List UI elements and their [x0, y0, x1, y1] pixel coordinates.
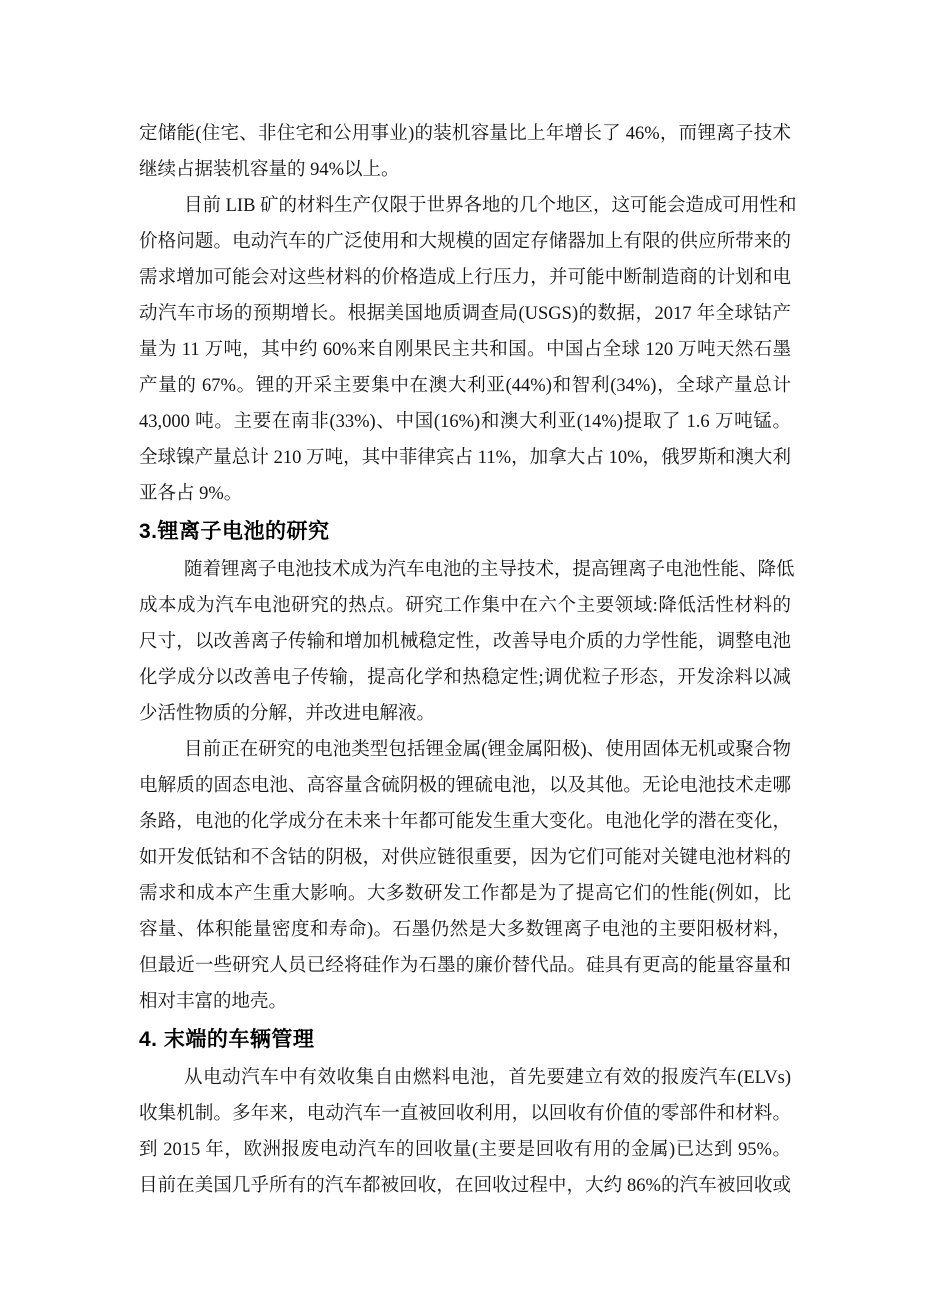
- text-line: 目前正在研究的电池类型包括锂金属(锂金属阳极)、使用固体无机或聚合物: [184, 740, 791, 760]
- paragraph-battery-types: [139, 732, 791, 1020]
- text-line: 电解质的固态电池、高容量含硫阴极的锂硫电池，以及其他。无论电池技术走哪: [139, 776, 791, 796]
- text-line: 全球镍产量总计 210 万吨，其中菲律宾占 11%，加拿大占 10%，俄罗斯和澳大利: [139, 448, 791, 468]
- text-line: 如开发低钴和不含钴的阴极，对供应链很重要，因为它们可能对关键电池材料的: [139, 848, 791, 868]
- text-line: 需求和成本产生重大影响。大多数研发工作都是为了提高它们的性能(例如，比: [139, 884, 791, 904]
- text-line: 目前 LIB 矿的材料生产仅限于世界各地的几个地区，这可能会造成可用性和: [184, 196, 797, 216]
- text-line: 量为 11 万吨，其中约 60%来自刚果民主共和国。中国占全球 120 万吨天然石墨: [139, 340, 791, 360]
- text-line: 容量、体积能量密度和寿命)。石墨仍然是大多数锂离子电池的主要阳极材料，: [139, 920, 791, 940]
- paragraph-material-supply: [139, 188, 797, 512]
- text-line: 动汽车市场的预期增长。根据美国地质调查局(USGS)的数据，2017 年全球钴产: [139, 304, 791, 324]
- text-line: 相对丰富的地壳。: [139, 992, 288, 1012]
- text-line: 随着锂离子电池技术成为汽车电池的主导技术，提高锂离子电池性能、降低: [184, 560, 795, 580]
- text-line: 43,000 吨。主要在南非(33%)、中国(16%)和澳大利亚(14%)提取了 1.6 万吨锰。: [139, 412, 791, 432]
- text-line: 收集机制。多年来，电动汽车一直被回收利用，以回收有价值的零部件和材料。: [139, 1104, 791, 1124]
- text-line: 少活性物质的分解，并改进电解液。: [139, 704, 436, 724]
- text-line: 尺寸，以改善离子传输和增加机械稳定性，改善导电介质的力学性能，调整电池: [139, 632, 791, 652]
- paragraph-elv-management: [139, 1060, 791, 1204]
- text-line: 亚各占 9%。: [139, 484, 243, 504]
- paragraph-research-areas: [139, 552, 795, 732]
- text-line: 需求增加可能会对这些材料的价格造成上行压力，并可能中断制造商的计划和电: [139, 268, 791, 288]
- text-line: 化学成分以改善电子传输，提高化学和热稳定性;调优粒子形态，开发涂料以减: [139, 668, 791, 688]
- text-line: 目前在美国几乎所有的汽车都被回收，在回收过程中，大约 86%的汽车被回收或: [139, 1176, 791, 1196]
- paragraph-continuation: [139, 116, 791, 188]
- text-line: 继续占据装机容量的 94%以上。: [139, 160, 400, 180]
- section-heading-3: 3.锂离子电池的研究: [139, 520, 330, 543]
- text-line: 条路，电池的化学成分在未来十年都可能发生重大变化。电池化学的潜在变化，: [139, 812, 791, 832]
- text-line: 到 2015 年，欧洲报废电动汽车的回收量(主要是回收有用的金属)已达到 95%。: [139, 1140, 791, 1160]
- text-line: 成本成为汽车电池研究的热点。研究工作集中在六个主要领域:降低活性材料的: [139, 596, 791, 616]
- section-heading-4: 4. 末端的车辆管理: [139, 1028, 315, 1051]
- text-line: 产量的 67%。锂的开采主要集中在澳大利亚(44%)和智利(34%)，全球产量总计: [139, 376, 791, 396]
- text-column: [139, 116, 797, 1204]
- text-line: 但最近一些研究人员已经将硅作为石墨的廉价替代品。硅具有更高的能量容量和: [139, 956, 791, 976]
- text-line: 价格问题。电动汽车的广泛使用和大规模的固定存储器加上有限的供应所带来的: [139, 232, 791, 252]
- text-line: 定储能(住宅、非住宅和公用事业)的装机容量比上年增长了 46%，而锂离子技术: [139, 124, 791, 144]
- text-line: 从电动汽车中有效收集自由燃料电池，首先要建立有效的报废汽车(ELVs): [184, 1068, 791, 1088]
